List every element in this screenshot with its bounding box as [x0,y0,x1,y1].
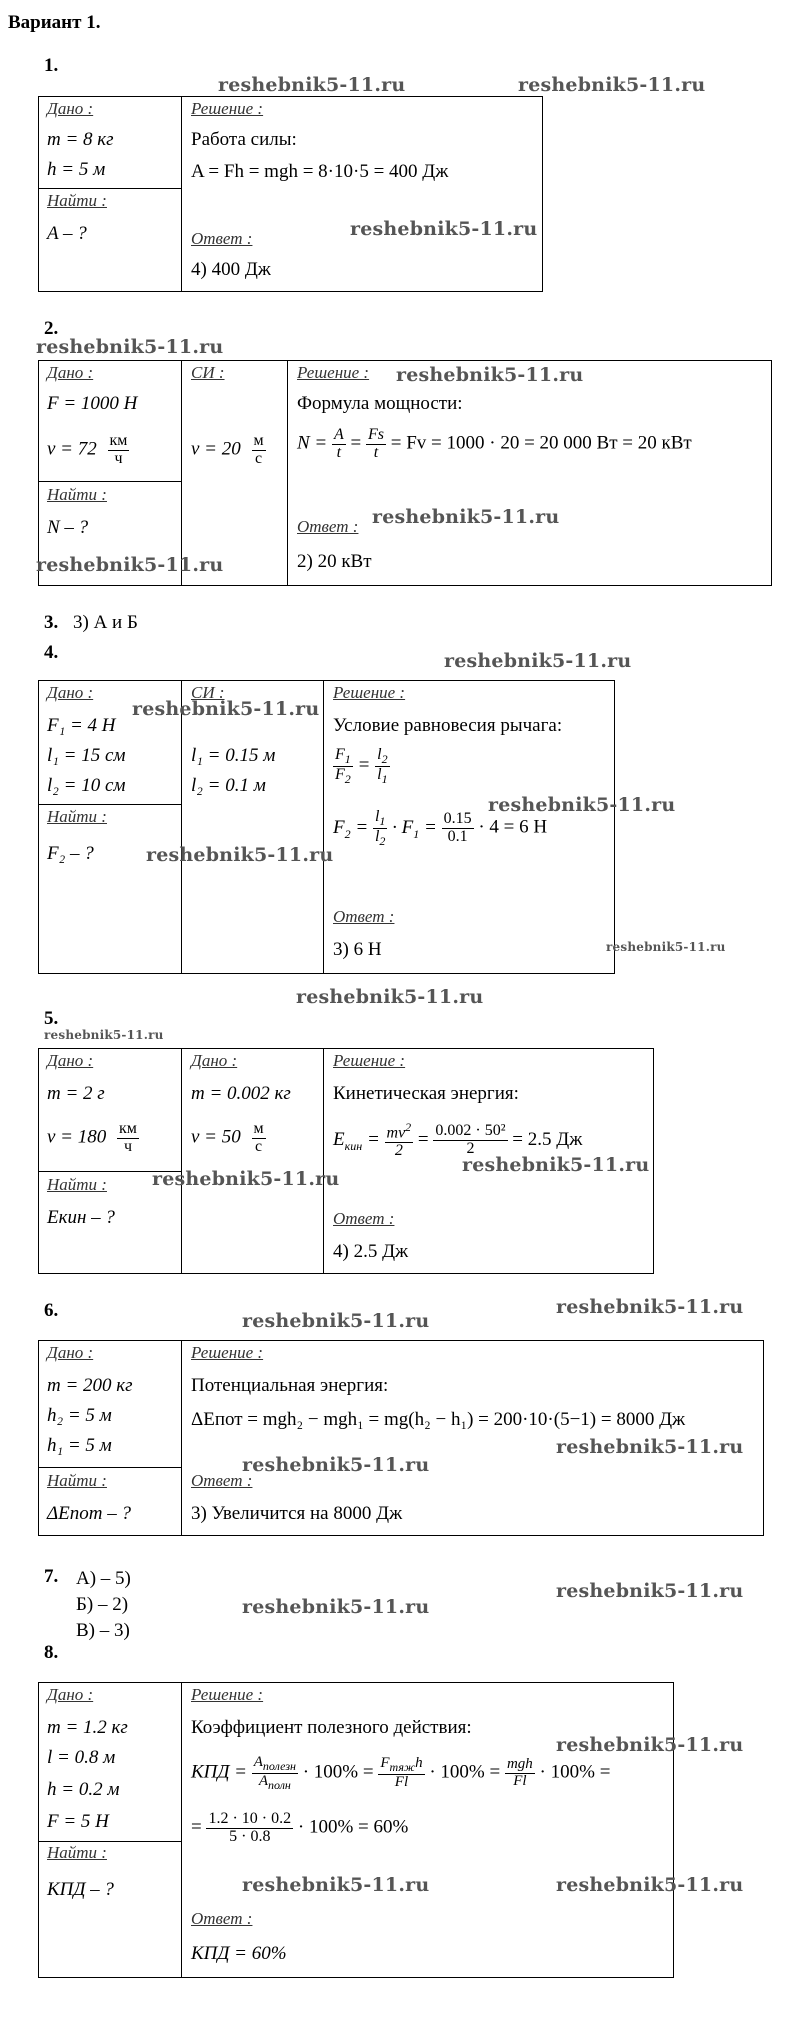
given-label: Дано : [47,99,94,118]
watermark: reshebnik5-11.ru [296,986,484,1008]
problem-8-table [38,1682,674,1978]
answer-label: Ответ : [191,229,253,248]
watermark: reshebnik5-11.ru [556,1436,744,1458]
solution-formula: A = Fh = mgh = 8·10·5 = 400 Дж [191,161,449,182]
given-line: m = 8 кг [47,129,114,150]
find-label: Найти : [47,1175,107,1194]
given-line: m = 200 кг [47,1375,133,1396]
given-label: Дано : [47,1343,94,1362]
watermark: reshebnik5-11.ru [556,1874,744,1896]
si-den: с [255,449,263,467]
answer-value: 3) Увеличится на 8000 Дж [191,1503,403,1524]
given-line: l = 0.8 м [47,1747,116,1768]
problem-2-number: 2. [44,318,59,339]
problem-6-number: 6. [44,1300,59,1321]
watermark: reshebnik5-11.ru [396,364,584,386]
problem-4-number: 4. [44,642,59,663]
watermark: reshebnik5-11.ru [606,940,726,954]
watermark: reshebnik5-11.ru [242,1310,430,1332]
find-label: Найти : [47,1471,107,1490]
find-label: Найти : [47,1843,107,1862]
solution-title: Работа силы: [191,129,297,150]
solution-formula: ΔEпот = mgh₂ − mgh₁ = mg(h₂ − h₁) = 200·10·(5−1) = 8000 Дж [191,1409,686,1430]
answer-label: Ответ : [333,1209,395,1228]
given-line: h₁ = 5 м [47,1435,112,1456]
watermark: reshebnik5-11.ru [146,844,334,866]
answer-value: 4) 2.5 Дж [333,1241,409,1262]
solution-title: Формула мощности: [297,393,463,414]
watermark: reshebnik5-11.ru [152,1168,340,1190]
problem-8-number: 8. [44,1642,59,1663]
unit-fraction [108,433,130,468]
given-line: m = 1.2 кг [47,1717,128,1738]
answer-value: 4) 400 Дж [191,259,271,280]
solution-title: Кинетическая энергия: [333,1083,519,1104]
unit-num: км [119,1120,137,1137]
problem-7-answers [76,1566,131,1644]
frac-num: 0.15 [443,809,472,827]
match-line: В) – 3) [76,1620,130,1641]
watermark: reshebnik5-11.ru [218,74,406,96]
problem-3-answer: 3) А и Б [73,612,138,633]
given-label: Дано : [47,363,94,382]
page-title: Вариант 1. [8,12,101,33]
answer-label: Ответ : [297,517,359,536]
watermark: reshebnik5-11.ru [242,1874,430,1896]
si-fraction [252,433,266,468]
frac-den: 5 · 0.8 [229,1827,271,1845]
frac-num: 1.2 · 10 · 0.2 [208,1810,292,1827]
given-v: v = 180 [47,1126,107,1148]
answer-label: Ответ : [191,1471,253,1490]
solution-title: Коэффициент полезного действия: [191,1717,472,1738]
answer-value: 2) 20 кВт [297,551,372,572]
given-label: Дано : [47,683,94,702]
find-value: N – ? [47,517,89,538]
formula-tail: · 100% = 60% [297,1816,409,1838]
watermark: reshebnik5-11.ru [36,336,224,358]
solution-label: Решение : [191,99,264,118]
given-line [47,1121,139,1156]
find-label: Найти : [47,485,107,504]
efficiency-formula: КПД = $\frac{A_{полезн}}{A_{полн}}$ · 100% = $\frac{F_{тяж}h}{Fl}$ · 100% = $\frac{\text{mgh}}{Fl}$ · 100% = [191,1754,611,1792]
given-line: l₂ = 10 см [47,775,126,796]
given-v: v = 72 [47,438,97,460]
find-label: Найти : [47,191,107,210]
given-label: Дано : [47,1685,94,1704]
watermark: reshebnik5-11.ru [556,1734,744,1756]
unit-den: ч [114,449,123,467]
watermark: reshebnik5-11.ru [44,1028,164,1042]
watermark: reshebnik5-11.ru [242,1596,430,1618]
si-v: v = 20 [191,438,241,460]
answer-label: Ответ : [333,907,395,926]
si-den: с [255,1137,263,1155]
frac-den: 2 [466,1139,475,1157]
find-value: F₂ – ? [47,843,94,864]
formula-tail: = Fv = 1000 · 20 = 20 000 Вт = 20 кВт [390,432,692,454]
solution-label: Решение : [333,683,406,702]
si-line [191,1121,266,1156]
solution-label: Решение : [191,1343,264,1362]
efficiency-calculation: = $\frac{1.2 \cdot 10 \cdot 0.2}{5 \cdot 0.8}$ · 100% = 60% [191,1810,409,1845]
given-line: F₁ = 4 Н [47,715,116,736]
problem-2-table [38,360,772,586]
watermark: reshebnik5-11.ru [36,554,224,576]
given-line: F = 5 Н [47,1811,109,1832]
find-value: Eкин – ? [47,1207,115,1228]
watermark: reshebnik5-11.ru [556,1580,744,1602]
match-line: Б) – 2) [76,1594,129,1615]
frac-num: 0.002 · 50² [435,1122,506,1140]
formula-tail: · 4 = 6 Н [478,816,548,838]
given-label: Дано : [47,1051,94,1070]
si-label: СИ : [191,363,225,382]
problem-7-number: 7. [44,1566,59,1587]
watermark: reshebnik5-11.ru [444,650,632,672]
si-line [191,433,266,468]
equilibrium-formula: $\frac{F_1}{F_2}$ = $\frac{l_2}{l_1}$ [335,746,388,786]
watermark: reshebnik5-11.ru [556,1296,744,1318]
watermark: reshebnik5-11.ru [242,1454,430,1476]
formula-tail: = 2.5 Дж [512,1128,583,1150]
si-line: l₁ = 0.15 м [191,745,276,766]
answer-value: КПД = 60% [191,1943,287,1964]
given-line [47,433,129,468]
find-value: A – ? [47,223,87,244]
answer-value: 3) 6 Н [333,939,382,960]
watermark: reshebnik5-11.ru [488,794,676,816]
given-line: h = 5 м [47,159,106,180]
si-num: м [253,1120,264,1137]
given-line: h = 0.2 м [47,1779,120,1800]
unit-den: ч [123,1137,132,1155]
si-v: v = 50 [191,1126,241,1148]
solution-label: Решение : [297,363,370,382]
watermark: reshebnik5-11.ru [462,1154,650,1176]
problem-1-table [38,96,543,292]
find-value: КПД – ? [47,1879,114,1900]
solution-title: Потенциальная энергия: [191,1375,389,1396]
solution-label: Решение : [333,1051,406,1070]
given-line: h₂ = 5 м [47,1405,112,1426]
given-line: m = 2 г [47,1083,105,1104]
given-line: l₁ = 15 см [47,745,126,766]
solution-formula: N = $\frac{A}{t}$ = $\frac{Fs}{t}$ = Fv = 1000 · 20 = 20 000 Вт = 20 кВт [297,426,692,461]
watermark: reshebnik5-11.ru [518,74,706,96]
given-line: F = 1000 Н [47,393,138,414]
watermark: reshebnik5-11.ru [132,698,320,720]
problem-5-number: 5. [44,1008,59,1029]
find-label: Найти : [47,807,107,826]
watermark: reshebnik5-11.ru [350,218,538,240]
watermark: reshebnik5-11.ru [372,506,560,528]
si-label: СИ : [191,683,225,702]
match-line: А) – 5) [76,1568,131,1589]
problem-4-table [38,680,615,974]
problem-3 [44,612,138,634]
solution-label: Решение : [191,1685,264,1704]
frac-den: 0.1 [447,827,468,845]
si-num: м [253,432,264,449]
solution-title: Условие равновесия рычага: [333,715,563,736]
unit-num: км [109,432,128,449]
answer-label: Ответ : [191,1909,253,1928]
problem-3-number: 3. [44,612,59,633]
problem-1-number: 1. [44,55,59,76]
given-label-si: Дано : [191,1051,238,1070]
solution-formula: $E_{кин}$ = $\frac{mv^2}{2}$ = $\frac{\text{0.002 · 50²}}{2}$ = 2.5 Дж [333,1120,583,1160]
si-line: l₂ = 0.1 м [191,775,266,796]
find-value: ΔEпот – ? [47,1503,131,1524]
si-line: m = 0.002 кг [191,1083,291,1104]
solution-formula: $F_2$ = $\frac{l_1}{l_2}$ · $F_1$ = $\frac{0.15}{0.1}$ · 4 = 6 Н [333,808,548,848]
